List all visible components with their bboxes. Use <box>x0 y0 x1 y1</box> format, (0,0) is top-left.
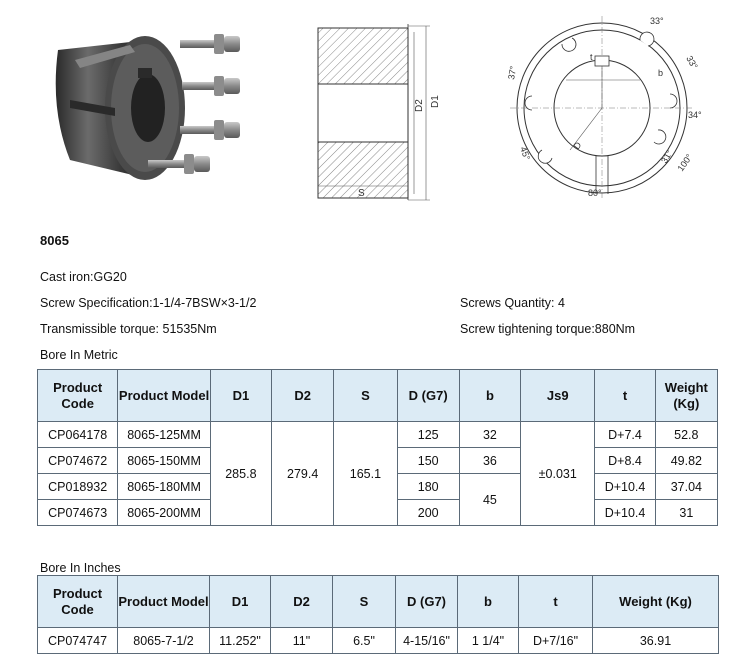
cell-t: D+7.4 <box>595 422 655 448</box>
cell-d1: 285.8 <box>210 422 271 526</box>
angle-label: 80° <box>588 188 602 198</box>
cell-d: 150 <box>397 448 459 474</box>
cell-code: CP074672 <box>38 448 118 474</box>
angle-label: 31° <box>659 148 675 165</box>
front-view-drawing <box>490 0 720 220</box>
b-label: b <box>658 68 664 78</box>
cell-d: 125 <box>397 422 459 448</box>
header-s: S <box>334 370 397 422</box>
header-weight: Weight (Kg) <box>655 370 717 422</box>
header-product-model: Product Model <box>118 370 210 422</box>
taper-bush-body <box>56 36 185 180</box>
cell-t: D+7/16" <box>519 628 593 654</box>
cell-d2: 11" <box>271 628 333 654</box>
cell-t: D+10.4 <box>595 474 655 500</box>
cell-d1: 11.252" <box>210 628 271 654</box>
cell-code: CP074747 <box>38 628 118 654</box>
d-label: D <box>571 140 584 152</box>
cell-b: 1 1/4" <box>458 628 519 654</box>
angle-label: 34° <box>688 110 702 120</box>
angle-label: 37° <box>506 65 519 81</box>
d1-label: D1 <box>430 95 441 108</box>
screw-spec: Screw Specification:1-1/4-7BSW×3-1/2 <box>40 296 257 310</box>
side-section-drawing <box>300 0 460 220</box>
cell-weight: 49.82 <box>655 448 717 474</box>
metric-section-title: Bore In Metric <box>40 348 118 362</box>
cell-weight: 36.91 <box>593 628 719 654</box>
cell-code: CP064178 <box>38 422 118 448</box>
angle-label: 33° <box>650 16 664 26</box>
header-product-code: Product Code <box>38 576 118 628</box>
d2-label: D2 <box>414 99 425 112</box>
header-product-model: Product Model <box>118 576 210 628</box>
cell-model: 8065-200MM <box>118 500 210 526</box>
product-model-title: 8065 <box>40 233 69 248</box>
s-label: S <box>358 188 365 199</box>
inch-header-row <box>38 576 719 628</box>
header-t: t <box>519 576 593 628</box>
product-photo <box>30 0 280 220</box>
cell-s: 165.1 <box>334 422 397 526</box>
cell-t: D+10.4 <box>595 500 655 526</box>
transmissible-torque: Transmissible torque: 51535Nm <box>40 322 217 336</box>
screw-tightening-torque: Screw tightening torque:880Nm <box>460 322 636 336</box>
header-weight: Weight (Kg) <box>593 576 719 628</box>
header-t: t <box>595 370 655 422</box>
header-d2: D2 <box>272 370 334 422</box>
metric-table <box>37 369 718 526</box>
header-d-g7: D (G7) <box>396 576 458 628</box>
angle-label: 45° <box>518 145 533 162</box>
cell-b: 36 <box>459 448 520 474</box>
cell-d: 180 <box>397 474 459 500</box>
cell-model: 8065-150MM <box>118 448 210 474</box>
header-b: b <box>459 370 520 422</box>
header-product-code: Product Code <box>38 370 118 422</box>
cell-b: 32 <box>459 422 520 448</box>
cell-s: 6.5" <box>333 628 396 654</box>
metric-header-row <box>38 370 718 422</box>
cell-js9: ±0.031 <box>521 422 595 526</box>
angle-label: 100° <box>675 152 695 174</box>
cell-weight: 37.04 <box>655 474 717 500</box>
cell-t: D+8.4 <box>595 448 655 474</box>
header-d1: D1 <box>210 370 271 422</box>
header-d2: D2 <box>271 576 333 628</box>
angle-label: 33° <box>684 54 700 71</box>
table-row <box>38 422 718 448</box>
cell-b: 45 <box>459 474 520 526</box>
inch-table <box>37 575 719 654</box>
cell-weight: 52.8 <box>655 422 717 448</box>
table-row <box>38 628 719 654</box>
cell-code: CP018932 <box>38 474 118 500</box>
cell-model: 8065-125MM <box>118 422 210 448</box>
cell-d: 4-15/16" <box>396 628 458 654</box>
inch-section-title: Bore In Inches <box>40 561 121 575</box>
t-label: t <box>590 52 593 62</box>
cell-d2: 279.4 <box>272 422 334 526</box>
cell-model: 8065-180MM <box>118 474 210 500</box>
header-b: b <box>458 576 519 628</box>
header-js9: Js9 <box>521 370 595 422</box>
screws-quantity: Screws Quantity: 4 <box>460 296 565 310</box>
material-spec: Cast iron:GG20 <box>40 270 127 284</box>
header-d-g7: D (G7) <box>397 370 459 422</box>
cell-code: CP074673 <box>38 500 118 526</box>
cell-d: 200 <box>397 500 459 526</box>
cell-weight: 31 <box>655 500 717 526</box>
cell-model: 8065-7-1/2 <box>118 628 210 654</box>
header-d1: D1 <box>210 576 271 628</box>
header-s: S <box>333 576 396 628</box>
